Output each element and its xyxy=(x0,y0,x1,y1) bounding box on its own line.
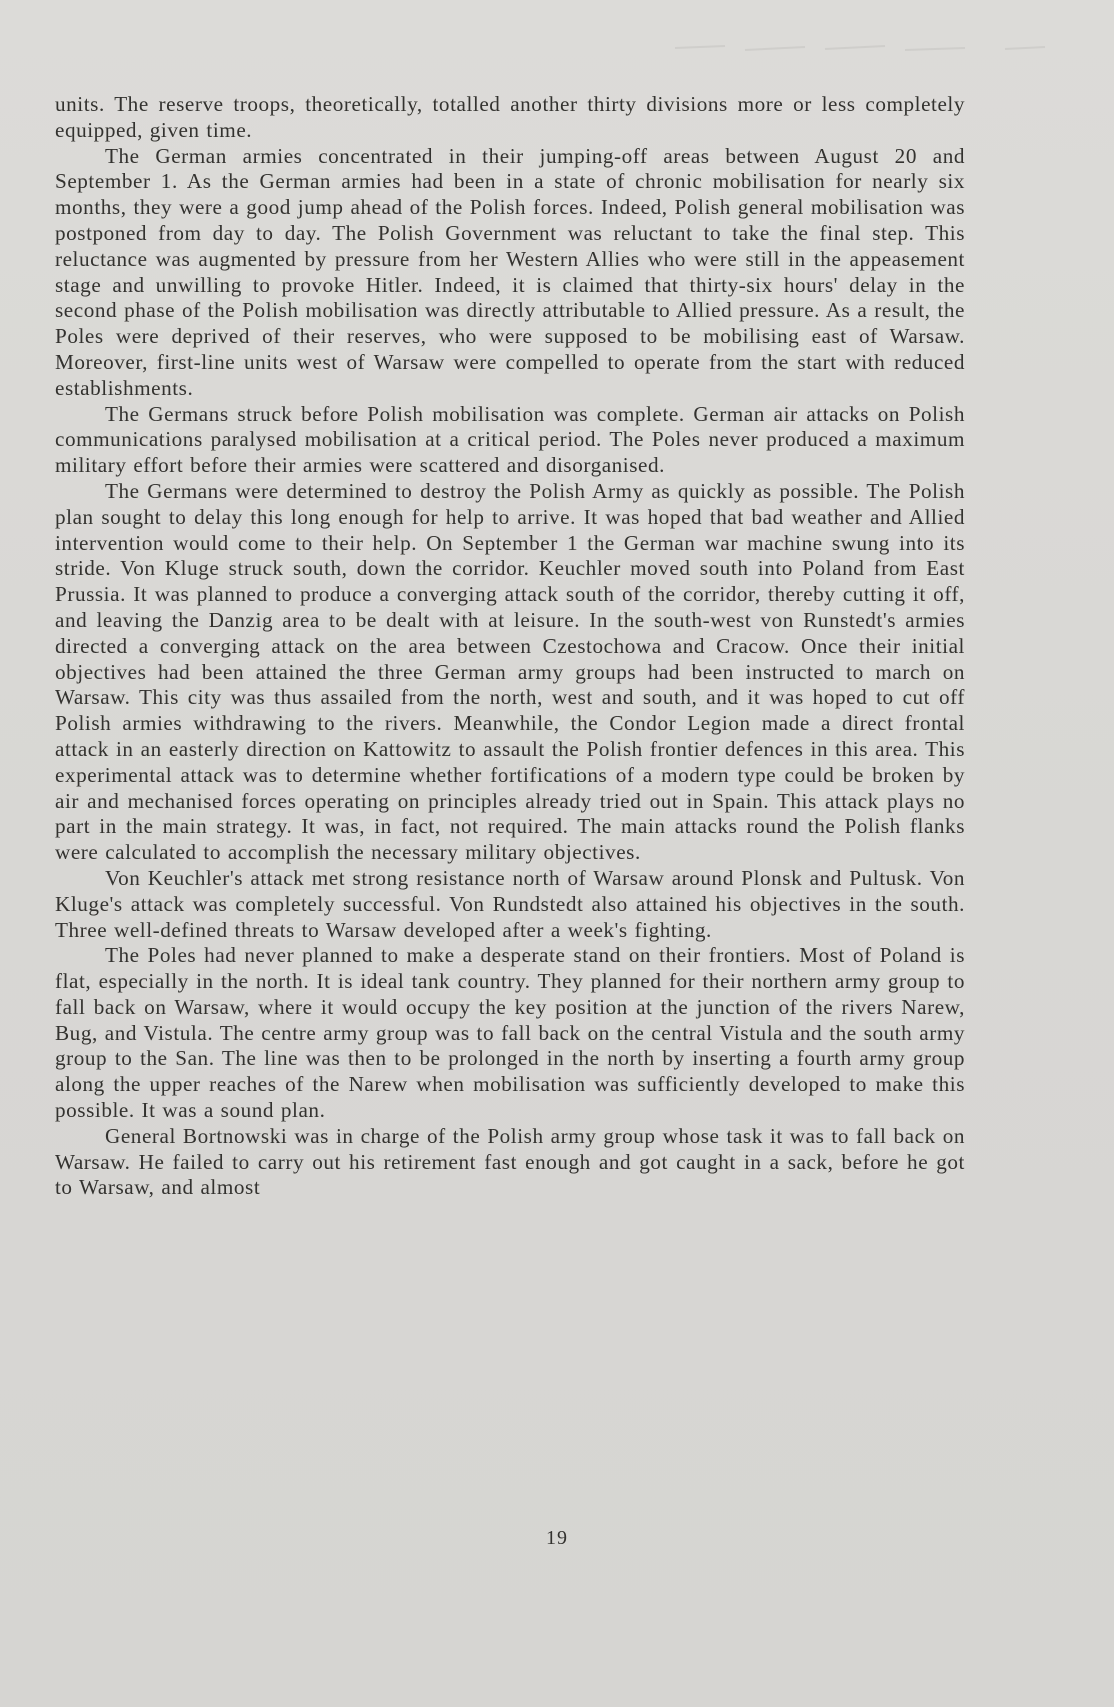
paragraph-6: The Poles had never planned to make a desperate stand on their frontiers. Most of Poland is flat, especially in the north. It is ideal tank country. They planned for their northern army group to fall back on Warsaw, where it would occupy the key position at the junction of the rivers Narew, Bug, and Vistula. The centre army group was to fall back on the central Vistula and the south army group to the San. The line was then to be prolonged in the north by inserting a fourth army group along the upper reaches of the Narew when mobilisation was sufficiently developed to make this possible. It was a sound plan. xyxy=(55,943,965,1123)
body-text xyxy=(55,92,965,1201)
paragraph-4: The Germans were determined to destroy the Polish Army as quickly as possible. The Polish plan sought to delay this long enough for help to arrive. It was hoped that bad weather and Allied intervention would come to their help. On September 1 the German war machine swung into its stride. Von Kluge struck south, down the corridor. Keuchler moved south into Poland from East Prussia. It was planned to produce a converging attack south of the corridor, thereby cutting it off, and leaving the Danzig area to be dealt with at leisure. In the south-west von Runstedt's armies directed a converging attack on the area between Czestochowa and Cracow. Once their initial objectives had been attained the three German army groups had been instructed to march on Warsaw. This city was thus assailed from the north, west and south, and it was hoped to cut off Polish armies withdrawing to the rivers. Meanwhile, the Condor Legion made a direct frontal attack in an easterly direction on Kattowitz to assault the Polish frontier defences in this area. This experimental attack was to determine whether fortifications of a modern type could be broken by air and mechanised forces operating on principles already tried out in Spain. This attack plays no part in the main strategy. It was, in fact, not required. The main attacks round the Polish flanks were calculated to accomplish the necessary military objectives. xyxy=(55,478,965,865)
paragraph-3: The Germans struck before Polish mobilisation was complete. German air attacks on Polish communications paralysed mobilisation at a critical period. The Poles never produced a maximum military effort before their armies were scattered and disorganised. xyxy=(55,401,965,478)
paragraph-7: General Bortnowski was in charge of the Polish army group whose task it was to fall back on Warsaw. He failed to carry out his retirement fast enough and got caught in a sack, before he got to Warsaw, and almost xyxy=(55,1123,965,1200)
paragraph-2: The German armies concentrated in their jumping-off areas between August 20 and September 1. As the German armies had been in a state of chronic mobilisation for nearly six months, they were a good jump ahead of the Polish forces. Indeed, Polish general mobilisation was postponed from day to day. The Polish Government was reluctant to take the final step. This reluctance was augmented by pressure from her Western Allies who were still in the appeasement stage and unwilling to provoke Hitler. Indeed, it is claimed that thirty-six hours' delay in the second phase of the Polish mobilisation was directly attributable to Allied pressure. As a result, the Poles were deprived of their reserves, who were supposed to be mobilising east of Warsaw. Moreover, first-line units west of Warsaw were compelled to operate from the start with reduced establishments. xyxy=(55,143,965,400)
paragraph-5: Von Keuchler's attack met strong resistance north of Warsaw around Plonsk and Pultusk. Von Kluge's attack was completely successful. Von Rundstedt also attained his objectives in the south. Three well-defined threats to Warsaw developed after a week's fighting. xyxy=(55,865,965,942)
paragraph-1: units. The reserve troops, theoretically, totalled another thirty divisions more or less completely equipped, given time. xyxy=(55,92,965,142)
bleed-through-mark xyxy=(665,38,1055,58)
page-number: 19 xyxy=(546,1527,568,1549)
